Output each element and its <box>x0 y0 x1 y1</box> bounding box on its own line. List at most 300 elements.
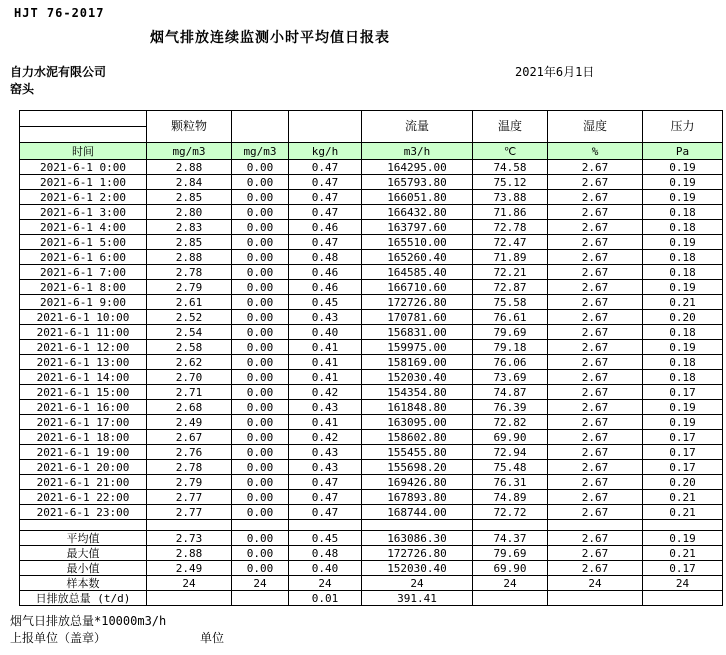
value-cell: 2.67 <box>548 490 643 505</box>
table-row <box>20 265 723 280</box>
value-cell: 2.58 <box>147 340 232 355</box>
value-cell: 71.89 <box>473 250 548 265</box>
column-header-humidity: 湿度 <box>548 111 643 143</box>
value-cell: 2.67 <box>548 505 643 520</box>
unit-header-row <box>20 143 723 160</box>
value-cell: 0.45 <box>289 295 362 310</box>
value-cell: 0.18 <box>643 325 723 340</box>
value-cell: 0.43 <box>289 445 362 460</box>
summary-label-cell: 平均值 <box>20 531 147 546</box>
value-cell: 2.61 <box>147 295 232 310</box>
table-row <box>20 490 723 505</box>
column-header-flow: 流量 <box>362 111 473 143</box>
value-cell: 155455.80 <box>362 445 473 460</box>
value-cell: 76.61 <box>473 310 548 325</box>
summary-row <box>20 546 723 561</box>
value-cell: 164585.40 <box>362 265 473 280</box>
value-cell: 2.80 <box>147 205 232 220</box>
column-header-temperature: 温度 <box>473 111 548 143</box>
value-cell: 0.00 <box>232 505 289 520</box>
time-cell: 2021-6-1 18:00 <box>20 430 147 445</box>
value-cell: 0.41 <box>289 415 362 430</box>
value-cell: 0.43 <box>289 310 362 325</box>
summary-value-cell: 152030.40 <box>362 561 473 576</box>
value-cell: 0.00 <box>232 430 289 445</box>
summary-value-cell <box>643 591 723 606</box>
value-cell: 0.00 <box>232 310 289 325</box>
value-cell: 0.00 <box>232 325 289 340</box>
summary-value-cell: 0.00 <box>232 561 289 576</box>
table-row <box>20 340 723 355</box>
value-cell: 72.47 <box>473 235 548 250</box>
empty-cell <box>362 520 473 531</box>
value-cell: 2.67 <box>548 250 643 265</box>
value-cell: 0.19 <box>643 415 723 430</box>
value-cell: 2.67 <box>548 205 643 220</box>
value-cell: 72.87 <box>473 280 548 295</box>
empty-cell <box>20 520 147 531</box>
column-header-particulate: 颗粒物 <box>147 111 232 143</box>
value-cell: 0.18 <box>643 265 723 280</box>
value-cell: 158602.80 <box>362 430 473 445</box>
value-cell: 0.47 <box>289 175 362 190</box>
summary-value-cell: 69.90 <box>473 561 548 576</box>
table-row <box>20 310 723 325</box>
value-cell: 168744.00 <box>362 505 473 520</box>
value-cell: 0.46 <box>289 220 362 235</box>
table-row <box>20 280 723 295</box>
value-cell: 72.94 <box>473 445 548 460</box>
value-cell: 2.67 <box>548 235 643 250</box>
measurement-table <box>19 110 723 531</box>
value-cell: 79.69 <box>473 325 548 340</box>
value-cell: 0.42 <box>289 385 362 400</box>
value-cell: 161848.80 <box>362 400 473 415</box>
report-date: 2021年6月1日 <box>515 65 595 79</box>
value-cell: 0.00 <box>232 490 289 505</box>
value-cell: 0.21 <box>643 490 723 505</box>
time-cell: 2021-6-1 16:00 <box>20 400 147 415</box>
value-cell: 0.41 <box>289 340 362 355</box>
table-row <box>20 295 723 310</box>
time-cell: 2021-6-1 21:00 <box>20 475 147 490</box>
value-cell: 0.00 <box>232 370 289 385</box>
value-cell: 2.67 <box>548 370 643 385</box>
time-cell: 2021-6-1 5:00 <box>20 235 147 250</box>
value-cell: 2.79 <box>147 475 232 490</box>
summary-value-cell: 2.73 <box>147 531 232 546</box>
summary-value-cell: 74.37 <box>473 531 548 546</box>
value-cell: 75.58 <box>473 295 548 310</box>
corner-cell-top <box>20 111 147 127</box>
value-cell: 73.69 <box>473 370 548 385</box>
time-cell: 2021-6-1 6:00 <box>20 250 147 265</box>
summary-label-cell: 最大值 <box>20 546 147 561</box>
value-cell: 2.67 <box>548 445 643 460</box>
time-cell: 2021-6-1 23:00 <box>20 505 147 520</box>
value-cell: 2.70 <box>147 370 232 385</box>
value-cell: 76.39 <box>473 400 548 415</box>
unit-mgm3-2: mg/m3 <box>232 143 289 160</box>
value-cell: 0.00 <box>232 205 289 220</box>
summary-value-cell: 79.69 <box>473 546 548 561</box>
value-cell: 71.86 <box>473 205 548 220</box>
value-cell: 2.67 <box>548 220 643 235</box>
value-cell: 0.00 <box>232 340 289 355</box>
value-cell: 0.46 <box>289 280 362 295</box>
value-cell: 0.00 <box>232 250 289 265</box>
value-cell: 167893.80 <box>362 490 473 505</box>
table-row <box>20 475 723 490</box>
time-cell: 2021-6-1 8:00 <box>20 280 147 295</box>
value-cell: 170781.60 <box>362 310 473 325</box>
value-cell: 2.83 <box>147 220 232 235</box>
time-cell: 2021-6-1 19:00 <box>20 445 147 460</box>
time-cell: 2021-6-1 1:00 <box>20 175 147 190</box>
value-cell: 152030.40 <box>362 370 473 385</box>
value-cell: 0.47 <box>289 235 362 250</box>
value-cell: 0.47 <box>289 475 362 490</box>
value-cell: 0.40 <box>289 325 362 340</box>
summary-label-cell: 样本数 <box>20 576 147 591</box>
time-cell: 2021-6-1 11:00 <box>20 325 147 340</box>
summary-row <box>20 531 723 546</box>
time-cell: 2021-6-1 9:00 <box>20 295 147 310</box>
value-cell: 2.88 <box>147 250 232 265</box>
value-cell: 2.67 <box>548 190 643 205</box>
value-cell: 0.19 <box>643 340 723 355</box>
table-row <box>20 160 723 175</box>
summary-value-cell: 0.19 <box>643 531 723 546</box>
summary-value-cell: 24 <box>473 576 548 591</box>
table-row <box>20 220 723 235</box>
value-cell: 0.00 <box>232 445 289 460</box>
table-row <box>20 460 723 475</box>
time-cell: 2021-6-1 2:00 <box>20 190 147 205</box>
summary-value-cell: 24 <box>362 576 473 591</box>
value-cell: 2.62 <box>147 355 232 370</box>
value-cell: 0.21 <box>643 505 723 520</box>
value-cell: 0.20 <box>643 310 723 325</box>
value-cell: 0.43 <box>289 400 362 415</box>
value-cell: 2.85 <box>147 235 232 250</box>
value-cell: 163797.60 <box>362 220 473 235</box>
unit-celsius: ℃ <box>473 143 548 160</box>
value-cell: 165260.40 <box>362 250 473 265</box>
value-cell: 2.67 <box>548 385 643 400</box>
table-row <box>20 505 723 520</box>
summary-value-cell <box>473 591 548 606</box>
empty-spacer-row <box>20 520 723 531</box>
value-cell: 165793.80 <box>362 175 473 190</box>
summary-value-cell: 24 <box>289 576 362 591</box>
group-header-row-top <box>20 111 723 127</box>
value-cell: 2.67 <box>548 310 643 325</box>
value-cell: 0.17 <box>643 460 723 475</box>
summary-row <box>20 591 723 606</box>
value-cell: 159975.00 <box>362 340 473 355</box>
summary-value-cell: 0.48 <box>289 546 362 561</box>
value-cell: 2.84 <box>147 175 232 190</box>
table-row <box>20 445 723 460</box>
value-cell: 72.78 <box>473 220 548 235</box>
value-cell: 74.89 <box>473 490 548 505</box>
value-cell: 0.00 <box>232 475 289 490</box>
time-cell: 2021-6-1 14:00 <box>20 370 147 385</box>
value-cell: 0.48 <box>289 250 362 265</box>
value-cell: 0.47 <box>289 190 362 205</box>
summary-value-cell <box>232 591 289 606</box>
value-cell: 72.82 <box>473 415 548 430</box>
value-cell: 0.20 <box>643 475 723 490</box>
empty-cell <box>643 520 723 531</box>
value-cell: 2.85 <box>147 190 232 205</box>
summary-value-cell: 2.49 <box>147 561 232 576</box>
value-cell: 0.00 <box>232 415 289 430</box>
value-cell: 2.67 <box>147 430 232 445</box>
value-cell: 0.47 <box>289 205 362 220</box>
table-row <box>20 190 723 205</box>
value-cell: 0.17 <box>643 430 723 445</box>
value-cell: 0.00 <box>232 295 289 310</box>
value-cell: 0.00 <box>232 190 289 205</box>
unit-percent: % <box>548 143 643 160</box>
value-cell: 0.17 <box>643 385 723 400</box>
summary-value-cell: 0.40 <box>289 561 362 576</box>
summary-value-cell: 24 <box>548 576 643 591</box>
summary-value-cell: 2.67 <box>548 561 643 576</box>
value-cell: 0.00 <box>232 160 289 175</box>
time-header: 时间 <box>20 143 147 160</box>
value-cell: 72.72 <box>473 505 548 520</box>
summary-value-cell: 0.01 <box>289 591 362 606</box>
value-cell: 73.88 <box>473 190 548 205</box>
table-row <box>20 400 723 415</box>
table-row <box>20 355 723 370</box>
value-cell: 0.18 <box>643 220 723 235</box>
value-cell: 75.48 <box>473 460 548 475</box>
summary-label-cell: 日排放总量 (t/d) <box>20 591 147 606</box>
value-cell: 166432.80 <box>362 205 473 220</box>
value-cell: 2.67 <box>548 475 643 490</box>
value-cell: 0.18 <box>643 250 723 265</box>
value-cell: 2.68 <box>147 400 232 415</box>
value-cell: 2.67 <box>548 430 643 445</box>
value-cell: 2.49 <box>147 415 232 430</box>
value-cell: 0.19 <box>643 235 723 250</box>
value-cell: 2.67 <box>548 415 643 430</box>
summary-row <box>20 576 723 591</box>
table-row <box>20 235 723 250</box>
summary-value-cell: 24 <box>643 576 723 591</box>
time-cell: 2021-6-1 4:00 <box>20 220 147 235</box>
value-cell: 2.67 <box>548 160 643 175</box>
value-cell: 154354.80 <box>362 385 473 400</box>
summary-value-cell: 0.17 <box>643 561 723 576</box>
value-cell: 0.19 <box>643 175 723 190</box>
value-cell: 2.67 <box>548 460 643 475</box>
value-cell: 69.90 <box>473 430 548 445</box>
summary-value-cell <box>147 591 232 606</box>
value-cell: 2.67 <box>548 400 643 415</box>
time-cell: 2021-6-1 0:00 <box>20 160 147 175</box>
table-row <box>20 325 723 340</box>
value-cell: 79.18 <box>473 340 548 355</box>
value-cell: 0.00 <box>232 280 289 295</box>
time-cell: 2021-6-1 12:00 <box>20 340 147 355</box>
summary-value-cell: 0.21 <box>643 546 723 561</box>
summary-label-cell: 最小值 <box>20 561 147 576</box>
value-cell: 2.54 <box>147 325 232 340</box>
value-cell: 155698.20 <box>362 460 473 475</box>
value-cell: 72.21 <box>473 265 548 280</box>
summary-value-cell: 2.67 <box>548 531 643 546</box>
value-cell: 2.77 <box>147 505 232 520</box>
value-cell: 2.67 <box>548 355 643 370</box>
value-cell: 2.76 <box>147 445 232 460</box>
value-cell: 0.19 <box>643 280 723 295</box>
time-cell: 2021-6-1 3:00 <box>20 205 147 220</box>
value-cell: 0.18 <box>643 355 723 370</box>
value-cell: 163095.00 <box>362 415 473 430</box>
value-cell: 0.00 <box>232 355 289 370</box>
summary-value-cell: 163086.30 <box>362 531 473 546</box>
value-cell: 2.71 <box>147 385 232 400</box>
summary-value-cell: 2.67 <box>548 546 643 561</box>
summary-value-cell: 24 <box>147 576 232 591</box>
summary-value-cell <box>548 591 643 606</box>
value-cell: 0.00 <box>232 220 289 235</box>
value-cell: 0.18 <box>643 370 723 385</box>
value-cell: 165510.00 <box>362 235 473 250</box>
value-cell: 0.41 <box>289 370 362 385</box>
value-cell: 164295.00 <box>362 160 473 175</box>
empty-cell <box>548 520 643 531</box>
time-cell: 2021-6-1 20:00 <box>20 460 147 475</box>
column-header-blank-1 <box>232 111 289 143</box>
value-cell: 0.47 <box>289 160 362 175</box>
value-cell: 0.43 <box>289 460 362 475</box>
value-cell: 0.47 <box>289 490 362 505</box>
value-cell: 0.00 <box>232 235 289 250</box>
unit-kgh: kg/h <box>289 143 362 160</box>
value-cell: 0.00 <box>232 265 289 280</box>
value-cell: 169426.80 <box>362 475 473 490</box>
value-cell: 0.00 <box>232 175 289 190</box>
table-row <box>20 175 723 190</box>
value-cell: 172726.80 <box>362 295 473 310</box>
corner-cell-bottom <box>20 127 147 143</box>
summary-value-cell: 391.41 <box>362 591 473 606</box>
summary-value-cell: 172726.80 <box>362 546 473 561</box>
value-cell: 0.17 <box>643 445 723 460</box>
value-cell: 76.06 <box>473 355 548 370</box>
value-cell: 2.77 <box>147 490 232 505</box>
value-cell: 2.52 <box>147 310 232 325</box>
value-cell: 0.41 <box>289 355 362 370</box>
station-name: 窑头 <box>10 82 35 96</box>
summary-table <box>19 530 723 606</box>
value-cell: 2.67 <box>548 295 643 310</box>
summary-value-cell: 0.00 <box>232 531 289 546</box>
value-cell: 0.19 <box>643 160 723 175</box>
footer-signature-line <box>10 629 710 646</box>
value-cell: 166710.60 <box>362 280 473 295</box>
value-cell: 76.31 <box>473 475 548 490</box>
value-cell: 166051.80 <box>362 190 473 205</box>
page-title: 烟气排放连续监测小时平均值日报表 <box>150 30 390 46</box>
summary-value-cell: 0.45 <box>289 531 362 546</box>
value-cell: 0.00 <box>232 400 289 415</box>
value-cell: 0.19 <box>643 400 723 415</box>
value-cell: 2.67 <box>548 280 643 295</box>
value-cell: 0.18 <box>643 205 723 220</box>
table-row <box>20 430 723 445</box>
summary-value-cell: 2.88 <box>147 546 232 561</box>
value-cell: 2.67 <box>548 340 643 355</box>
value-cell: 2.78 <box>147 460 232 475</box>
summary-value-cell: 24 <box>232 576 289 591</box>
value-cell: 74.87 <box>473 385 548 400</box>
value-cell: 2.67 <box>548 175 643 190</box>
standard-number: HJT 76-2017 <box>14 6 105 20</box>
value-cell: 0.47 <box>289 505 362 520</box>
table-row <box>20 205 723 220</box>
value-cell: 0.00 <box>232 385 289 400</box>
value-cell: 0.00 <box>232 460 289 475</box>
value-cell: 75.12 <box>473 175 548 190</box>
table-row <box>20 415 723 430</box>
summary-value-cell: 0.00 <box>232 546 289 561</box>
summary-rows <box>20 531 723 606</box>
table-row <box>20 250 723 265</box>
value-cell: 74.58 <box>473 160 548 175</box>
summary-row <box>20 561 723 576</box>
value-cell: 156831.00 <box>362 325 473 340</box>
unit-pa: Pa <box>643 143 723 160</box>
value-cell: 0.46 <box>289 265 362 280</box>
empty-cell <box>232 520 289 531</box>
footer-note: 烟气日排放总量*10000m3/h <box>10 614 167 628</box>
time-cell: 2021-6-1 17:00 <box>20 415 147 430</box>
time-cell: 2021-6-1 22:00 <box>20 490 147 505</box>
unit-label: 单位 <box>200 631 225 645</box>
empty-cell <box>473 520 548 531</box>
value-cell: 0.42 <box>289 430 362 445</box>
empty-cell <box>147 520 232 531</box>
time-cell: 2021-6-1 10:00 <box>20 310 147 325</box>
value-cell: 0.19 <box>643 190 723 205</box>
time-cell: 2021-6-1 7:00 <box>20 265 147 280</box>
unit-mgm3-1: mg/m3 <box>147 143 232 160</box>
value-cell: 2.78 <box>147 265 232 280</box>
report-unit-label: 上报单位（盖章） <box>10 631 107 645</box>
empty-cell <box>289 520 362 531</box>
column-header-pressure: 压力 <box>643 111 723 143</box>
unit-m3h: m3/h <box>362 143 473 160</box>
value-cell: 2.67 <box>548 325 643 340</box>
time-cell: 2021-6-1 15:00 <box>20 385 147 400</box>
column-header-blank-2 <box>289 111 362 143</box>
value-cell: 0.21 <box>643 295 723 310</box>
table-row <box>20 385 723 400</box>
value-cell: 2.79 <box>147 280 232 295</box>
company-name: 自力水泥有限公司 <box>10 65 107 79</box>
value-cell: 2.67 <box>548 265 643 280</box>
table-row <box>20 370 723 385</box>
time-cell: 2021-6-1 13:00 <box>20 355 147 370</box>
value-cell: 158169.00 <box>362 355 473 370</box>
